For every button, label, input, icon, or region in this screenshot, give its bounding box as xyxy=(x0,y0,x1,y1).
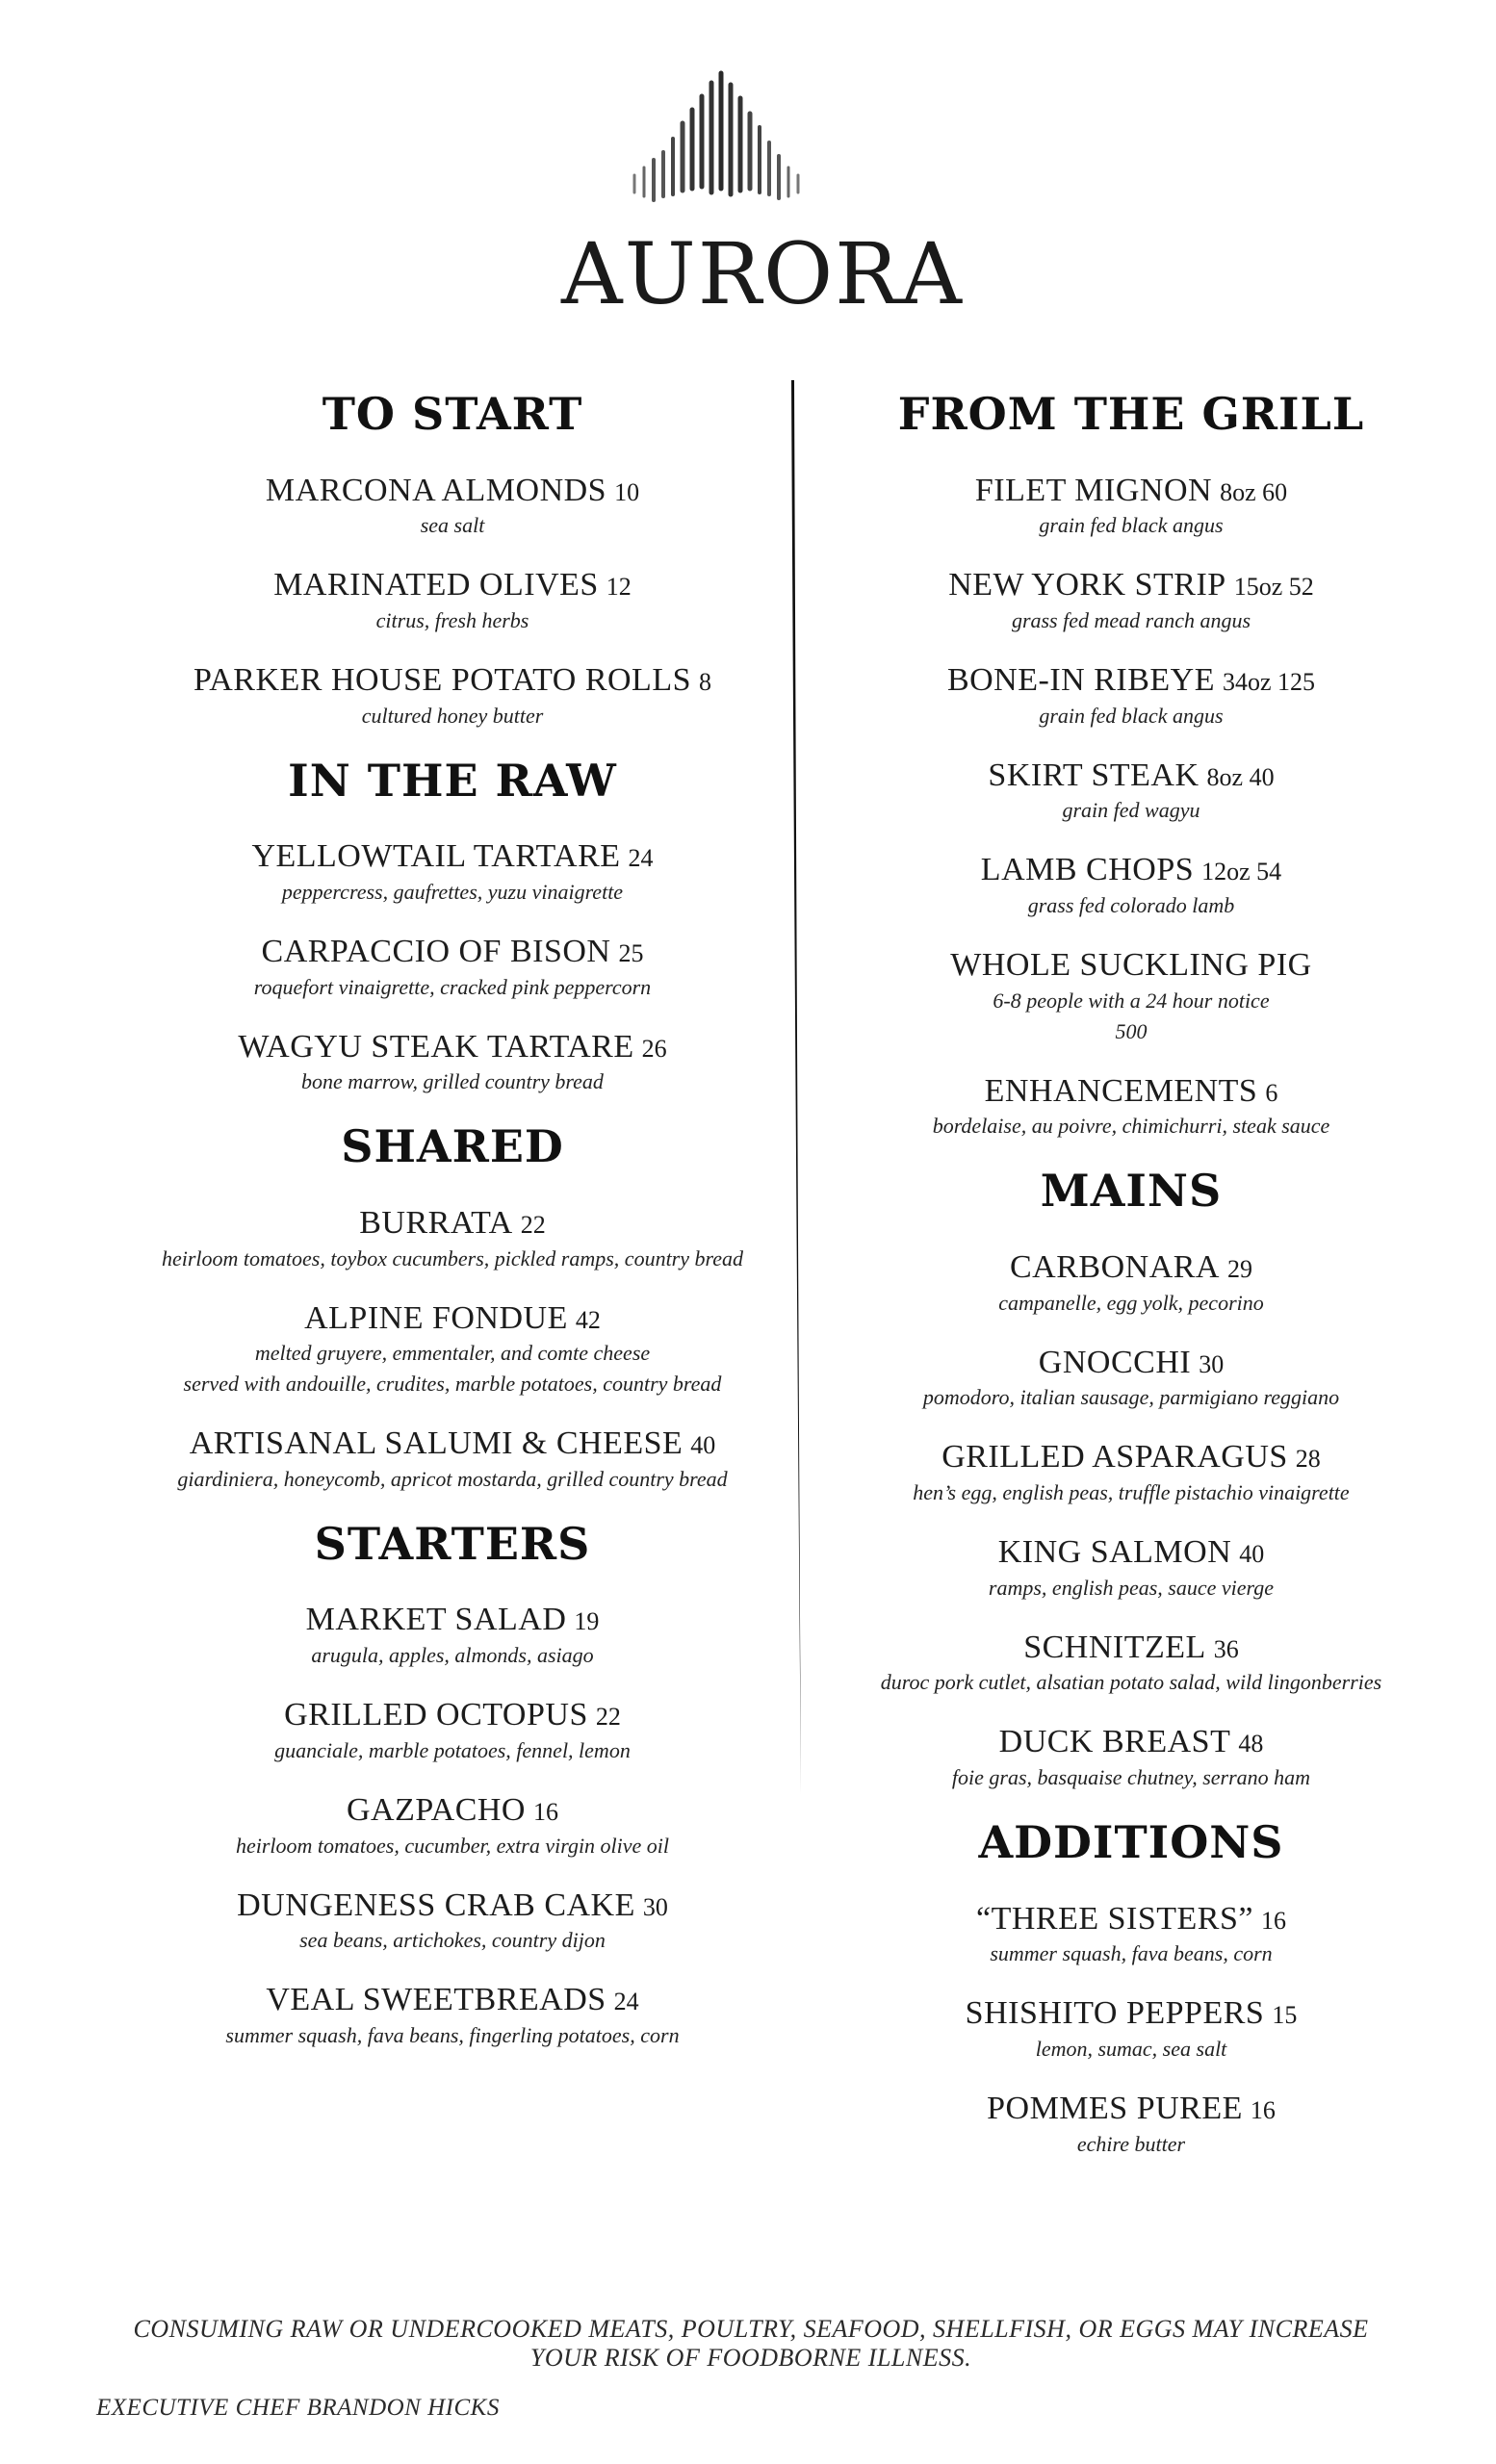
menu-item-description: guanciale, marble potatoes, fennel, lemon xyxy=(274,1737,631,1762)
menu-item-heading xyxy=(823,946,1439,986)
menu-item-heading xyxy=(58,1601,847,1640)
menu-item-heading xyxy=(823,2090,1439,2129)
menu-item-name: SKIRT STEAK xyxy=(988,757,1199,793)
menu-item-name: DUNGENESS CRAB CAKE xyxy=(237,1886,635,1923)
menu-item-name: KING SALMON xyxy=(997,1533,1232,1570)
menu-item-heading xyxy=(58,1791,847,1831)
menu-item xyxy=(58,1791,847,1861)
section-title: STARTERS xyxy=(314,1517,591,1570)
menu-item-description: echire butter xyxy=(1076,2131,1186,2156)
menu-item-price: 36 xyxy=(1213,1634,1239,1663)
menu-item-name: PARKER HOUSE POTATO ROLLS xyxy=(193,661,692,698)
menu-item-name: ARTISANAL SALUMI & CHEESE xyxy=(189,1425,684,1462)
menu-item-description: grass fed mead ranch angus xyxy=(1011,608,1251,633)
menu-item-price: 8oz 60 xyxy=(1220,477,1288,506)
menu-item-name: WHOLE SUCKLING PIG xyxy=(950,947,1312,984)
menu-item-heading xyxy=(823,851,1439,890)
menu-item-name: YELLOWTAIL TARTARE xyxy=(251,838,621,875)
menu-item-heading xyxy=(58,1299,847,1339)
menu-item-price: 12 xyxy=(606,573,632,602)
menu-item xyxy=(58,661,847,732)
section-title: SHARED xyxy=(341,1120,564,1173)
menu-item-heading xyxy=(823,1248,1439,1288)
menu-item-name: CARBONARA xyxy=(1010,1248,1220,1285)
menu-item-description: served with andouille, crudites, marble potatoes, country bread xyxy=(183,1372,722,1397)
menu-item-description: summer squash, fava beans, fingerling potatoes, corn xyxy=(225,2023,680,2047)
menu-item xyxy=(58,1886,847,1957)
menu-item-description: peppercress, gaufrettes, yuzu vinaigrette xyxy=(281,880,624,905)
disclaimer-line-1: CONSUMING RAW OR UNDERCOOKED MEATS, POULTRY, SEAFOOD, SHELLFISH, OR EGGS MAY INCREASE xyxy=(133,2315,1369,2343)
menu-item xyxy=(823,1344,1439,1414)
menu-item-name: SHISHITO PEPPERS xyxy=(965,1995,1265,2032)
right-menu-column xyxy=(823,390,1439,2185)
menu-item-description: duroc pork cutlet, alsatian potato salad, wild lingonberries xyxy=(880,1670,1382,1695)
menu-item-description: heirloom tomatoes, toybox cucumbers, pickled ramps, country bread xyxy=(161,1245,744,1270)
menu-item-heading xyxy=(823,661,1439,701)
menu-item-description: grain fed black angus xyxy=(1039,703,1224,728)
menu-item-heading xyxy=(823,566,1439,605)
menu-item xyxy=(823,1438,1439,1508)
menu-item-price: 8 xyxy=(699,667,712,696)
menu-item-description: giardiniera, honeycomb, apricot mostarda, grilled country bread xyxy=(177,1466,728,1491)
brand-wordmark: AURORA xyxy=(561,224,964,318)
menu-item-heading xyxy=(823,1438,1439,1477)
menu-item xyxy=(823,661,1439,732)
menu-section-from-the-grill xyxy=(823,390,1439,1142)
section-title: FROM THE GRILL xyxy=(897,388,1365,440)
menu-item-description: sea beans, artichokes, country dijon xyxy=(299,1928,606,1953)
menu-item-heading xyxy=(58,661,847,701)
menu-item-name: SCHNITZEL xyxy=(1023,1629,1206,1665)
menu-item-description: pomodoro, italian sausage, parmigiano reggiano xyxy=(922,1385,1340,1410)
menu-item-price: 28 xyxy=(1295,1445,1321,1474)
menu-item xyxy=(823,946,1439,1047)
executive-chef-credit: EXECUTIVE CHEF BRANDON HICKS xyxy=(96,2395,500,2421)
menu-item-heading xyxy=(58,566,847,605)
aurora-logo xyxy=(555,67,969,318)
menu-item-heading xyxy=(823,1344,1439,1383)
disclaimer-line-2: YOUR RISK OF FOODBORNE ILLNESS. xyxy=(529,2343,972,2372)
menu-item-heading xyxy=(823,1994,1439,2034)
menu-item-name: GRILLED ASPARAGUS xyxy=(941,1439,1288,1476)
menu-item-price: 40 xyxy=(690,1431,716,1460)
menu-section-starters xyxy=(58,1517,847,2051)
menu-item-price: 15oz 52 xyxy=(1233,573,1314,602)
menu-item-description: bordelaise, au poivre, chimichurri, steak sauce xyxy=(932,1114,1330,1139)
menu-item-heading xyxy=(823,1723,1439,1762)
menu-item-heading xyxy=(58,472,847,511)
menu-item-name: DUCK BREAST xyxy=(998,1724,1231,1760)
menu-item-name: ENHANCEMENTS xyxy=(984,1072,1258,1109)
menu-item-name: “THREE SISTERS” xyxy=(976,1900,1253,1937)
menu-item-price: 26 xyxy=(641,1034,667,1063)
menu-item-price: 16 xyxy=(533,1797,558,1826)
menu-item-description: campanelle, egg yolk, pecorino xyxy=(998,1290,1264,1315)
menu-item xyxy=(823,1248,1439,1319)
menu-item-price: 16 xyxy=(1260,1906,1286,1935)
menu-item-description: grain fed black angus xyxy=(1039,513,1224,538)
left-menu-column xyxy=(58,390,847,2076)
menu-item-description: 500 xyxy=(1115,1018,1148,1043)
menu-item xyxy=(823,1723,1439,1793)
menu-item xyxy=(823,851,1439,921)
menu-item-description: roquefort vinaigrette, cracked pink peppercorn xyxy=(253,974,652,999)
menu-item-heading xyxy=(58,837,847,877)
menu-item-price: 24 xyxy=(628,844,654,873)
menu-item-price: 24 xyxy=(613,1988,639,2016)
menu-item-description: melted gruyere, emmentaler, and comte cheese xyxy=(254,1341,651,1366)
menu-item-price: 30 xyxy=(642,1892,668,1921)
menu-item-heading xyxy=(823,1533,1439,1573)
menu-item-price: 22 xyxy=(595,1703,621,1732)
menu-section-mains xyxy=(823,1167,1439,1793)
menu-item-price: 25 xyxy=(618,938,644,967)
menu-item-description: sea salt xyxy=(420,513,485,538)
menu-item-description: 6-8 people with a 24 hour notice xyxy=(993,988,1270,1013)
menu-item xyxy=(823,2090,1439,2160)
menu-item-name: ALPINE FONDUE xyxy=(304,1299,568,1336)
menu-item-name: MARINATED OLIVES xyxy=(273,567,599,603)
menu-item xyxy=(58,1601,847,1671)
menu-item-description: heirloom tomatoes, cucumber, extra virgin olive oil xyxy=(235,1833,670,1858)
menu-item-name: GNOCCHI xyxy=(1038,1344,1192,1380)
menu-item-heading xyxy=(58,933,847,972)
menu-item xyxy=(823,1900,1439,1970)
menu-item xyxy=(58,1424,847,1495)
menu-item xyxy=(823,757,1439,827)
menu-item-description: foie gras, basquaise chutney, serrano ham xyxy=(951,1765,1311,1790)
menu-section-in-the-raw xyxy=(58,754,847,1098)
menu-section-to-start xyxy=(58,390,847,732)
menu-item-price: 42 xyxy=(575,1305,601,1334)
menu-item xyxy=(823,472,1439,542)
menu-item xyxy=(58,1204,847,1274)
menu-section-shared xyxy=(58,1122,847,1495)
menu-item-description: cultured honey butter xyxy=(361,703,544,728)
menu-item-description: citrus, fresh herbs xyxy=(375,608,529,633)
menu-item xyxy=(823,1994,1439,2065)
menu-item-heading xyxy=(58,1981,847,2020)
menu-item-heading xyxy=(823,1629,1439,1668)
section-title: IN THE RAW xyxy=(288,754,617,807)
menu-item xyxy=(58,1981,847,2051)
menu-item-name: MARKET SALAD xyxy=(305,1602,567,1638)
menu-item-price: 34oz 125 xyxy=(1222,667,1316,696)
menu-item-heading xyxy=(823,1900,1439,1939)
menu-item xyxy=(58,1299,847,1400)
menu-item-price: 15 xyxy=(1272,2001,1298,2030)
food-safety-disclaimer xyxy=(87,2315,1415,2373)
menu-item-name: GAZPACHO xyxy=(346,1791,526,1828)
section-title: MAINS xyxy=(1040,1165,1223,1218)
menu-item xyxy=(58,933,847,1003)
menu-item xyxy=(58,472,847,542)
menu-item xyxy=(58,566,847,636)
menu-item xyxy=(58,837,847,908)
menu-item-heading xyxy=(58,1028,847,1067)
menu-item-price: 16 xyxy=(1250,2095,1276,2124)
menu-item-price: 29 xyxy=(1226,1254,1252,1283)
menu-item-name: MARCONA ALMONDS xyxy=(265,472,607,508)
menu-item xyxy=(58,1028,847,1098)
menu-item-name: BONE-IN RIBEYE xyxy=(946,661,1215,698)
menu-item-price: 40 xyxy=(1239,1539,1265,1568)
menu-item-name: POMMES PUREE xyxy=(987,2090,1243,2126)
menu-item-name: GRILLED OCTOPUS xyxy=(284,1697,588,1733)
menu-item-heading xyxy=(823,757,1439,796)
menu-item-heading xyxy=(58,1696,847,1735)
menu-item-price: 48 xyxy=(1238,1730,1264,1758)
menu-item-name: WAGYU STEAK TARTARE xyxy=(238,1028,634,1065)
menu-item-price: 30 xyxy=(1199,1349,1225,1378)
menu-item-name: VEAL SWEETBREADS xyxy=(266,1982,606,2018)
menu-item-price: 12oz 54 xyxy=(1201,858,1282,886)
menu-item-description: grass fed colorado lamb xyxy=(1027,893,1235,918)
menu-item-name: CARPACCIO OF BISON xyxy=(261,933,611,969)
menu-item-description: grain fed wagyu xyxy=(1062,798,1200,823)
menu-item-price: 6 xyxy=(1265,1078,1278,1107)
menu-item-price: 8oz 40 xyxy=(1206,762,1275,791)
aurora-light-rays xyxy=(634,73,798,200)
menu-item-description: lemon, sumac, sea salt xyxy=(1035,2037,1227,2062)
section-title: TO START xyxy=(322,388,583,440)
menu-item-description: ramps, english peas, sauce vierge xyxy=(988,1575,1275,1600)
menu-section-additions xyxy=(823,1818,1439,2160)
menu-item xyxy=(823,1533,1439,1604)
menu-item-price: 10 xyxy=(614,477,640,506)
menu-item-heading xyxy=(823,472,1439,511)
menu-item-price: 19 xyxy=(574,1607,600,1636)
menu-item-name: BURRATA xyxy=(359,1204,513,1241)
menu-item-name: LAMB CHOPS xyxy=(980,852,1195,888)
menu-item xyxy=(823,1072,1439,1142)
menu-item xyxy=(58,1696,847,1766)
menu-item-name: FILET MIGNON xyxy=(974,472,1213,508)
menu-item xyxy=(823,1629,1439,1699)
menu-item-description: summer squash, fava beans, corn xyxy=(990,1941,1273,1966)
menu-item-description: hen’s egg, english peas, truffle pistachio vinaigrette xyxy=(913,1480,1350,1505)
menu-item-heading xyxy=(58,1204,847,1244)
section-title: ADDITIONS xyxy=(978,1816,1284,1869)
menu-item-name: NEW YORK STRIP xyxy=(948,567,1226,603)
menu-item-heading xyxy=(58,1424,847,1464)
menu-item-description: arugula, apples, almonds, asiago xyxy=(311,1643,594,1668)
menu-item xyxy=(823,566,1439,636)
menu-item-description: bone marrow, grilled country bread xyxy=(301,1069,604,1094)
menu-item-heading xyxy=(58,1886,847,1926)
menu-item-heading xyxy=(823,1072,1439,1112)
menu-item-price: 22 xyxy=(520,1210,546,1239)
